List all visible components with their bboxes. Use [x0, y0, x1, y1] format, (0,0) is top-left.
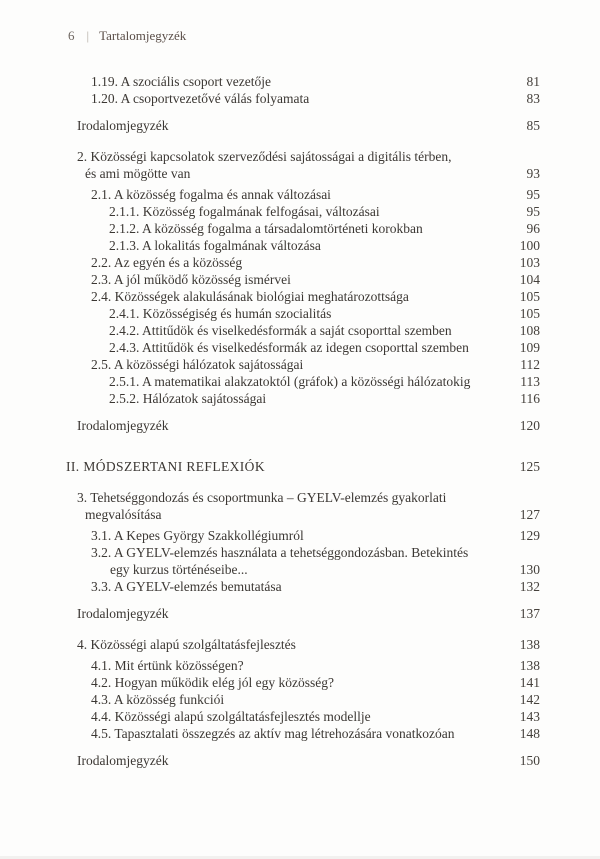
toc-entry-line	[0, 544, 540, 561]
entry-title: Irodalomjegyzék	[77, 753, 169, 768]
entry-page-number: 138	[519, 637, 540, 652]
entry-page-number: 113	[520, 374, 540, 389]
entry-title: 4.3. A közösség funkciói	[91, 692, 225, 707]
toc-entry	[0, 752, 540, 769]
toc-entry-line	[0, 271, 540, 288]
toc-entry	[0, 90, 540, 107]
toc-entry	[0, 148, 540, 182]
entry-page-number: 108	[519, 323, 540, 338]
toc-entry-line	[0, 636, 540, 653]
entry-page-number: 148	[519, 726, 540, 741]
toc-entry-line	[0, 288, 540, 305]
entry-page-number: 120	[519, 418, 540, 433]
toc-entry-line	[0, 657, 540, 674]
toc-entry	[0, 322, 540, 339]
entry-page-number: 103	[519, 255, 540, 270]
toc-entry-line	[0, 417, 540, 434]
running-header	[68, 28, 186, 44]
entry-title: megvalósítása	[85, 507, 162, 522]
entry-page-number: 85	[526, 118, 540, 133]
toc-entry	[0, 288, 540, 305]
toc-entry	[0, 203, 540, 220]
toc-entry-line	[0, 254, 540, 271]
entry-title: Irodalomjegyzék	[77, 118, 169, 133]
toc-entry-line	[0, 708, 540, 725]
toc-entry-line	[0, 390, 540, 407]
toc-entry	[0, 339, 540, 356]
toc-entry-line	[0, 186, 540, 203]
entry-page-number: 95	[526, 187, 540, 202]
entry-page-number: 109	[519, 340, 540, 355]
toc-entry-line	[0, 90, 540, 107]
toc-entry	[0, 390, 540, 407]
toc-entry-line	[0, 605, 540, 622]
toc-entry	[0, 674, 540, 691]
toc-entry-line	[0, 691, 540, 708]
toc-entry-line	[0, 220, 540, 237]
toc-entry-line	[0, 458, 540, 475]
entry-title: 4. Közösségi alapú szolgáltatásfejlesztés	[77, 637, 296, 652]
entry-page-number: 138	[519, 658, 540, 673]
entry-title: Irodalomjegyzék	[77, 606, 169, 621]
entry-page-number: 137	[519, 606, 540, 621]
toc-entry	[0, 254, 540, 271]
entry-title: 2. Közösségi kapcsolatok szerveződési sajátosságai a digitális térben,	[77, 149, 452, 164]
entry-title: 3.1. A Kepes György Szakkollégiumról	[91, 528, 304, 543]
toc-entry-line	[0, 578, 540, 595]
entry-page-number: 143	[519, 709, 540, 724]
toc-entry	[0, 458, 540, 475]
entry-page-number: 116	[520, 391, 540, 406]
entry-page-number: 129	[519, 528, 540, 543]
entry-title: 4.5. Tapasztalati összegzés az aktív mag létrehozására vonatkozóan	[91, 726, 455, 741]
toc-entry	[0, 220, 540, 237]
entry-page-number: 142	[519, 692, 540, 707]
toc-entry	[0, 237, 540, 254]
toc-entry-line	[0, 322, 540, 339]
toc-entry-line	[0, 506, 540, 523]
entry-title: 2.5.2. Hálózatok sajátosságai	[109, 391, 267, 406]
entry-title: 3. Tehetséggondozás és csoportmunka – GYELV-elemzés gyakorlati	[77, 490, 447, 505]
entry-title: II. MÓDSZERTANI REFLEXIÓK	[66, 459, 265, 474]
entry-page-number: 141	[519, 675, 540, 690]
toc-entry-line	[0, 373, 540, 390]
entry-page-number: 150	[519, 753, 540, 768]
toc-entry-line	[0, 73, 540, 90]
entry-title: 2.5. A közösségi hálózatok sajátosságai	[91, 357, 304, 372]
entry-title: és ami mögötte van	[85, 166, 191, 181]
toc-entry-line	[0, 237, 540, 254]
entry-title: 4.2. Hogyan működik elég jól egy közösség?	[91, 675, 334, 690]
entry-page-number: 96	[526, 221, 540, 236]
header-separator: |	[86, 28, 90, 43]
toc-entry	[0, 636, 540, 653]
page-title: Tartalomjegyzék	[99, 28, 187, 43]
entry-page-number: 130	[519, 562, 540, 577]
entry-title: egy kurzus történéseibe...	[110, 562, 248, 577]
entry-page-number: 104	[519, 272, 540, 287]
toc-entry-line	[0, 725, 540, 742]
toc-entry	[0, 489, 540, 523]
toc-entry-line	[0, 561, 540, 578]
entry-title: 2.3. A jól működő közösség ismérvei	[91, 272, 291, 287]
toc-entry-line	[0, 305, 540, 322]
toc-entry	[0, 373, 540, 390]
entry-title: 2.2. Az egyén és a közösség	[91, 255, 243, 270]
toc-entry	[0, 356, 540, 373]
entry-page-number: 125	[519, 459, 540, 474]
entry-title: 2.5.1. A matematikai alakzatoktól (gráfok) a közösségi hálózatokig	[109, 374, 471, 389]
entry-title: Irodalomjegyzék	[77, 418, 169, 433]
entry-title: 2.1.1. Közösség fogalmának felfogásai, változásai	[109, 204, 380, 219]
entry-page-number: 112	[520, 357, 540, 372]
toc-entry-line	[0, 203, 540, 220]
toc-entry	[0, 186, 540, 203]
entry-page-number: 105	[519, 306, 540, 321]
toc-entry	[0, 691, 540, 708]
toc-entry-line	[0, 117, 540, 134]
entry-page-number: 132	[519, 579, 540, 594]
toc-entry	[0, 117, 540, 134]
toc-entry	[0, 708, 540, 725]
toc-entry-line	[0, 148, 540, 165]
entry-title: 2.1.2. A közösség fogalma a társadalomtörténeti korokban	[109, 221, 423, 236]
entry-title: 1.20. A csoportvezetővé válás folyamata	[91, 91, 310, 106]
entry-page-number: 81	[526, 74, 540, 89]
entry-title: 2.4.1. Közösségiség és humán szocialitás	[109, 306, 332, 321]
table-of-contents	[0, 73, 540, 769]
toc-entry-line	[0, 356, 540, 373]
toc-entry	[0, 417, 540, 434]
toc-entry	[0, 544, 540, 578]
entry-title: 2.1.3. A lokalitás fogalmának változása	[109, 238, 321, 253]
entry-page-number: 105	[519, 289, 540, 304]
page-number: 6	[68, 28, 75, 43]
toc-entry-line	[0, 527, 540, 544]
entry-title: 2.4.2. Attitűdök és viselkedésformák a saját csoporttal szemben	[109, 323, 452, 338]
entry-title: 2.4.3. Attitűdök és viselkedésformák az idegen csoporttal szemben	[109, 340, 469, 355]
entry-title: 2.1. A közösség fogalma és annak változásai	[91, 187, 331, 202]
entry-title: 3.3. A GYELV-elemzés bemutatása	[91, 579, 282, 594]
toc-entry	[0, 725, 540, 742]
toc-entry-line	[0, 339, 540, 356]
toc-entry	[0, 605, 540, 622]
toc-entry-line	[0, 752, 540, 769]
entry-page-number: 100	[519, 238, 540, 253]
entry-page-number: 127	[519, 507, 540, 522]
toc-entry	[0, 271, 540, 288]
toc-entry	[0, 578, 540, 595]
entry-title: 4.4. Közösségi alapú szolgáltatásfejlesztés modellje	[91, 709, 371, 724]
toc-entry	[0, 305, 540, 322]
toc-entry-line	[0, 674, 540, 691]
toc-entry-line	[0, 489, 540, 506]
entry-page-number: 95	[526, 204, 540, 219]
toc-entry	[0, 657, 540, 674]
toc-entry	[0, 73, 540, 90]
toc-entry-line	[0, 165, 540, 182]
entry-page-number: 83	[526, 91, 540, 106]
entry-page-number: 93	[526, 166, 540, 181]
entry-title: 3.2. A GYELV-elemzés használata a tehetséggondozásban. Betekintés	[91, 545, 469, 560]
entry-title: 1.19. A szociális csoport vezetője	[91, 74, 271, 89]
entry-title: 2.4. Közösségek alakulásának biológiai meghatározottsága	[91, 289, 409, 304]
toc-entry	[0, 527, 540, 544]
entry-title: 4.1. Mit értünk közösségen?	[91, 658, 244, 673]
